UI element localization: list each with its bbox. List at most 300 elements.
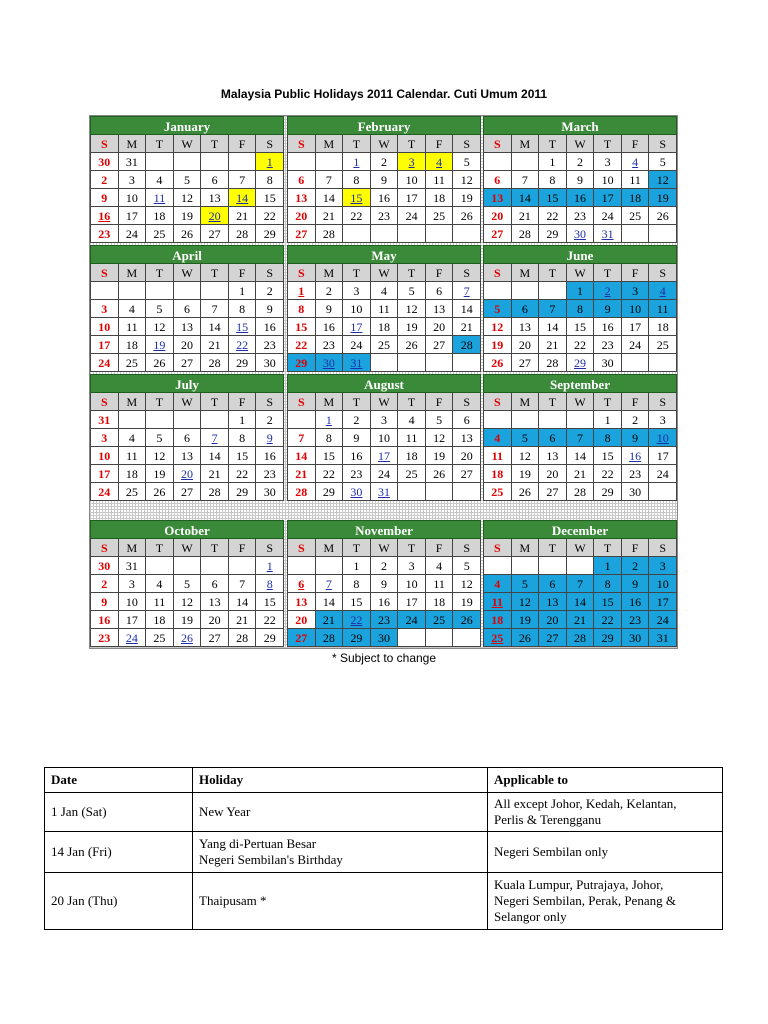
table-row [45,832,723,873]
day-cell: 11 [622,171,650,189]
day-cell: 16 [91,611,119,629]
weekday-header: F [229,264,257,282]
day-cell: 12 [649,171,677,189]
weekday-header: F [426,393,454,411]
day-cell: 24 [622,336,650,354]
day-cell: 13 [539,447,567,465]
empty-day-cell [426,225,454,243]
day-cell: 19 [453,593,481,611]
day-cell: 14 [201,447,229,465]
month-february [287,116,481,243]
month-title: March [483,116,677,135]
day-cell: 3 [649,411,677,429]
day-cell: 6 [288,575,316,593]
day-cell: 10 [119,189,147,207]
weekday-header: S [256,264,284,282]
weekday-header: S [453,539,481,557]
day-cell: 2 [316,282,344,300]
day-cell: 30 [594,354,622,372]
day-cell: 19 [512,611,540,629]
day-cell: 17 [91,465,119,483]
day-cell: 3 [119,171,147,189]
empty-day-cell [453,629,481,647]
weekday-header: M [316,393,344,411]
month-march [483,116,677,243]
weekday-header: F [426,135,454,153]
holiday-applicable [488,873,723,930]
day-cell: 15 [229,318,257,336]
weekday-header: W [371,539,399,557]
day-cell: 23 [316,336,344,354]
weekday-header: T [146,264,174,282]
weekday-header: S [91,264,119,282]
empty-day-cell [174,153,202,171]
day-cell: 30 [91,557,119,575]
month-september [483,374,677,501]
day-cell: 1 [343,557,371,575]
day-cell: 12 [484,318,512,336]
day-cell: 4 [371,282,399,300]
day-cell: 26 [484,354,512,372]
day-cell: 1 [594,411,622,429]
day-cell: 20 [201,207,229,225]
day-cell: 22 [567,336,595,354]
day-cell: 5 [453,153,481,171]
day-cell: 22 [539,207,567,225]
empty-day-cell [622,225,650,243]
weekday-header: M [119,135,147,153]
day-cell: 7 [201,429,229,447]
day-cell: 18 [146,207,174,225]
day-cell: 5 [512,429,540,447]
day-cell: 31 [91,411,119,429]
day-cell: 17 [649,447,677,465]
empty-day-cell [539,282,567,300]
day-cell: 30 [622,629,650,647]
day-cell: 3 [594,153,622,171]
day-cell: 20 [288,611,316,629]
weekday-header: W [371,135,399,153]
day-cell: 9 [256,300,284,318]
month-title: April [90,245,284,264]
day-cell: 22 [256,611,284,629]
day-cell: 20 [201,611,229,629]
weekday-header: W [567,539,595,557]
day-cell: 12 [512,593,540,611]
day-cell: 28 [316,629,344,647]
day-cell: 14 [288,447,316,465]
month-title: January [90,116,284,135]
weekday-header: T [539,135,567,153]
day-cell: 25 [146,629,174,647]
column-header-date: Date [45,768,193,793]
day-cell: 18 [119,336,147,354]
day-cell: 7 [316,575,344,593]
empty-day-cell [174,557,202,575]
day-cell: 23 [622,465,650,483]
day-cell: 3 [91,300,119,318]
weekday-header: T [201,539,229,557]
day-cell: 10 [649,575,677,593]
day-cell: 18 [426,593,454,611]
day-cell: 24 [371,465,399,483]
day-cell: 22 [288,336,316,354]
day-cell: 2 [594,282,622,300]
weekday-header: M [316,539,344,557]
day-cell: 26 [174,629,202,647]
empty-day-cell [119,282,147,300]
holiday-date: 14 Jan (Fri) [45,832,193,873]
day-cell: 17 [119,207,147,225]
day-cell: 1 [229,282,257,300]
month-title: October [90,520,284,539]
month-title: May [287,245,481,264]
day-cell: 2 [256,411,284,429]
day-cell: 3 [119,575,147,593]
weekday-header: W [567,135,595,153]
day-cell: 29 [539,225,567,243]
day-cell: 26 [512,483,540,501]
day-cell: 10 [594,171,622,189]
day-cell: 15 [343,593,371,611]
weekday-header: S [453,264,481,282]
day-cell: 24 [594,207,622,225]
weekday-header: F [622,264,650,282]
day-cell: 29 [229,354,257,372]
day-cell: 6 [201,171,229,189]
day-cell: 21 [229,611,257,629]
day-cell: 14 [201,318,229,336]
day-cell: 26 [426,465,454,483]
day-cell: 13 [201,189,229,207]
day-cell: 2 [91,171,119,189]
day-cell: 3 [91,429,119,447]
day-cell: 21 [201,336,229,354]
empty-day-cell [229,153,257,171]
day-cell: 21 [316,207,344,225]
day-cell: 12 [174,593,202,611]
empty-day-cell [484,153,512,171]
weekday-header: M [119,539,147,557]
day-cell: 4 [484,575,512,593]
day-cell: 1 [256,153,284,171]
weekday-header: T [343,264,371,282]
day-cell: 6 [539,575,567,593]
day-cell: 27 [288,629,316,647]
day-cell: 4 [426,557,454,575]
weekday-header: T [201,135,229,153]
month-january [90,116,284,243]
weekday-header: T [594,539,622,557]
day-cell: 24 [91,483,119,501]
day-cell: 24 [649,465,677,483]
day-cell: 8 [256,171,284,189]
day-cell: 8 [594,429,622,447]
day-cell: 11 [426,171,454,189]
day-cell: 7 [229,575,257,593]
day-cell: 31 [594,225,622,243]
weekday-header: F [426,264,454,282]
day-cell: 28 [288,483,316,501]
day-grid [90,393,284,501]
weekday-header: S [91,135,119,153]
day-cell: 4 [146,171,174,189]
weekday-header: T [201,264,229,282]
day-cell: 6 [539,429,567,447]
day-cell: 30 [343,483,371,501]
day-cell: 8 [539,171,567,189]
day-cell: 28 [201,354,229,372]
day-cell: 9 [256,429,284,447]
empty-day-cell [484,282,512,300]
day-cell: 26 [398,336,426,354]
weekday-header: M [512,135,540,153]
empty-day-cell [371,225,399,243]
day-cell: 20 [174,336,202,354]
day-cell: 30 [567,225,595,243]
day-cell: 13 [539,593,567,611]
day-cell: 11 [426,575,454,593]
day-cell: 27 [539,483,567,501]
empty-day-cell [539,557,567,575]
day-cell: 18 [371,318,399,336]
day-cell: 5 [453,557,481,575]
weekday-header: T [594,264,622,282]
day-grid [287,539,481,647]
day-cell: 18 [398,447,426,465]
day-cell: 18 [426,189,454,207]
holiday-date: 1 Jan (Sat) [45,793,193,832]
empty-day-cell [398,225,426,243]
holiday-name [193,793,488,832]
holiday-name-line: Yang di-Pertuan Besar [199,836,317,851]
day-cell: 11 [119,447,147,465]
weekday-header: F [426,539,454,557]
empty-day-cell [512,557,540,575]
empty-day-cell [539,411,567,429]
day-grid [90,135,284,243]
day-grid [90,539,284,647]
empty-day-cell [316,557,344,575]
day-cell: 4 [119,429,147,447]
weekday-header: W [174,135,202,153]
day-cell: 28 [539,354,567,372]
day-cell: 15 [539,189,567,207]
weekday-header: S [453,393,481,411]
month-november [287,520,481,647]
weekday-header: F [622,539,650,557]
day-cell: 22 [229,336,257,354]
day-cell: 28 [229,629,257,647]
weekday-header: F [229,539,257,557]
day-cell: 20 [539,465,567,483]
day-cell: 16 [622,447,650,465]
weekday-header: T [146,393,174,411]
day-cell: 28 [316,225,344,243]
month-december [483,520,677,647]
day-cell: 28 [453,336,481,354]
holiday-name-line: Negeri Sembilan's Birthday [199,852,343,867]
day-cell: 13 [288,593,316,611]
day-cell: 3 [398,557,426,575]
day-cell: 18 [484,465,512,483]
day-cell: 16 [256,318,284,336]
day-cell: 19 [146,336,174,354]
day-cell: 30 [316,354,344,372]
day-cell: 11 [371,300,399,318]
day-cell: 9 [91,593,119,611]
holiday-name [193,832,488,873]
holiday-name-line: Thaipusam * [199,893,267,908]
day-cell: 26 [146,354,174,372]
day-cell: 14 [316,189,344,207]
day-cell: 3 [343,282,371,300]
day-cell: 17 [398,593,426,611]
day-cell: 5 [146,300,174,318]
day-cell: 28 [567,629,595,647]
day-cell: 25 [649,336,677,354]
day-cell: 20 [539,611,567,629]
day-cell: 12 [426,429,454,447]
day-cell: 7 [512,171,540,189]
weekday-header: W [371,393,399,411]
empty-day-cell [91,282,119,300]
day-cell: 4 [426,153,454,171]
day-cell: 13 [484,189,512,207]
day-cell: 28 [567,483,595,501]
day-cell: 9 [343,429,371,447]
day-cell: 4 [622,153,650,171]
empty-day-cell [398,629,426,647]
weekday-header: M [316,135,344,153]
day-cell: 27 [174,483,202,501]
day-cell: 17 [622,318,650,336]
day-cell: 5 [484,300,512,318]
day-cell: 26 [453,207,481,225]
day-cell: 7 [453,282,481,300]
day-cell: 10 [91,447,119,465]
empty-day-cell [649,225,677,243]
empty-day-cell [146,411,174,429]
empty-day-cell [119,411,147,429]
empty-day-cell [174,282,202,300]
day-cell: 27 [539,629,567,647]
calendar-grid [89,115,678,649]
holiday-applicable [488,793,723,832]
weekday-header: W [567,393,595,411]
weekday-header: S [91,539,119,557]
month-title: November [287,520,481,539]
day-cell: 23 [91,225,119,243]
weekday-header: T [398,264,426,282]
day-cell: 16 [594,318,622,336]
empty-day-cell [229,557,257,575]
day-cell: 21 [229,207,257,225]
day-cell: 21 [567,465,595,483]
day-cell: 20 [174,465,202,483]
day-cell: 1 [316,411,344,429]
holiday-table [44,767,723,930]
weekday-header: T [146,135,174,153]
day-cell: 9 [567,171,595,189]
day-cell: 15 [229,447,257,465]
day-cell: 10 [398,171,426,189]
day-cell: 4 [398,411,426,429]
day-cell: 3 [398,153,426,171]
day-cell: 30 [256,354,284,372]
day-cell: 15 [594,447,622,465]
holiday-date: 20 Jan (Thu) [45,873,193,930]
empty-day-cell [512,411,540,429]
day-cell: 11 [484,447,512,465]
day-cell: 7 [567,575,595,593]
day-cell: 17 [343,318,371,336]
day-cell: 11 [484,593,512,611]
day-cell: 17 [371,447,399,465]
day-cell: 21 [539,336,567,354]
weekday-header: W [567,264,595,282]
applicable-line: Perlis & Terengganu [494,812,602,827]
day-cell: 10 [622,300,650,318]
day-cell: 20 [426,318,454,336]
footnote: * Subject to change [331,651,437,665]
day-cell: 31 [119,153,147,171]
weekday-header: T [343,539,371,557]
empty-day-cell [146,282,174,300]
day-cell: 4 [484,429,512,447]
holiday-name-line: New Year [199,804,251,819]
day-cell: 10 [371,429,399,447]
day-cell: 29 [567,354,595,372]
weekday-header: T [539,393,567,411]
day-cell: 29 [594,629,622,647]
day-cell: 20 [512,336,540,354]
day-cell: 21 [512,207,540,225]
day-cell: 23 [91,629,119,647]
day-cell: 21 [316,611,344,629]
weekday-header: F [229,393,257,411]
weekday-header: W [174,264,202,282]
day-cell: 1 [256,557,284,575]
day-cell: 31 [649,629,677,647]
day-cell: 26 [649,207,677,225]
day-cell: 1 [594,557,622,575]
day-cell: 31 [343,354,371,372]
empty-day-cell [398,354,426,372]
day-cell: 17 [594,189,622,207]
day-cell: 6 [484,171,512,189]
column-header-applicable: Applicable to [488,768,723,793]
empty-day-cell [649,354,677,372]
weekday-header: F [622,393,650,411]
column-header-holiday: Holiday [193,768,488,793]
day-cell: 10 [91,318,119,336]
weekday-header: M [316,264,344,282]
weekday-header: T [201,393,229,411]
weekday-header: M [119,264,147,282]
day-cell: 8 [229,429,257,447]
empty-day-cell [201,282,229,300]
day-cell: 16 [622,593,650,611]
weekday-header: S [649,393,677,411]
day-cell: 23 [622,611,650,629]
day-cell: 4 [119,300,147,318]
weekday-header: M [512,264,540,282]
day-cell: 9 [622,429,650,447]
day-cell: 14 [567,593,595,611]
applicable-line: Negeri Sembilan only [494,844,609,859]
day-cell: 19 [453,189,481,207]
